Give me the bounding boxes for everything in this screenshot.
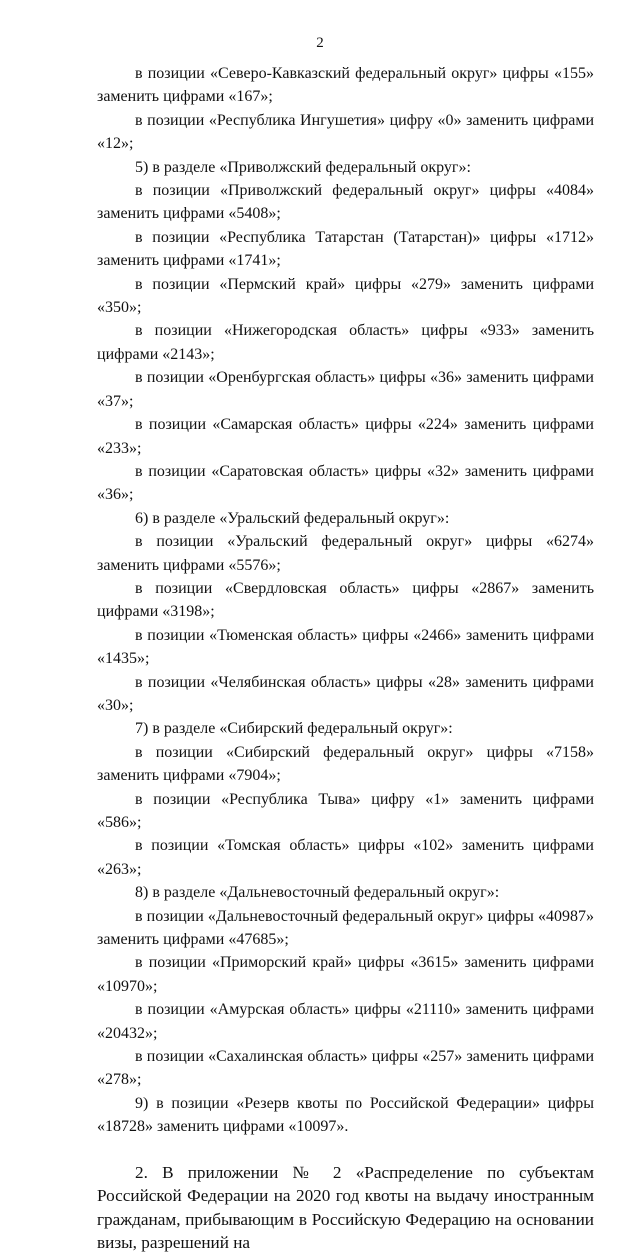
section-heading: 6) в разделе «Уральский федеральный округ»: [135, 509, 450, 527]
paragraph: в позиции «Челябинская область» цифры «28» заменить цифрами «30»; [97, 673, 594, 714]
paragraph: в позиции «Сахалинская область» цифры «257» заменить цифрами «278»; [97, 1048, 594, 1089]
paragraph: в позиции «Саратовская область» цифры «32» заменить цифрами «36»; [97, 462, 594, 504]
document-body [97, 62, 594, 1255]
paragraph: 9) в позиции «Резерв квоты по Российской Федерации» цифры «18728» заменить цифрами «10097». [97, 1094, 594, 1136]
paragraph: в позиции «Республика Ингушетия» цифру «0» заменить цифрами «12»; [97, 111, 594, 153]
paragraph: в позиции «Нижегородская область» цифры «933» заменить цифрами «2143»; [97, 322, 594, 363]
paragraph: в позиции «Республика Тыва» цифру «1» заменить цифрами «586»; [97, 790, 594, 831]
paragraph: в позиции «Приволжский федеральный округ» цифры «4084» заменить цифрами «5408»; [97, 182, 594, 223]
paragraph: в позиции «Амурская область» цифры «21110» заменить цифрами «20432»; [97, 1001, 594, 1042]
section-heading: 5) в разделе «Приволжский федеральный округ»: [135, 158, 471, 176]
paragraph: в позиции «Северо-Кавказский федеральный округ» цифры «155» заменить цифрами «167»; [97, 65, 594, 106]
paragraph: в позиции «Пермский край» цифры «279» заменить цифрами «350»; [97, 275, 594, 317]
paragraph: в позиции «Республика Татарстан (Татарстан)» цифры «1712» заменить цифрами «1741»; [97, 228, 594, 270]
page-number: 2 [316, 35, 324, 51]
paragraph: 2. В приложении № 2 «Распределение по субъектам Российской Федерации на 2020 год квоты на выдачу иностранным гражданам, прибывающим в Российскую Федерацию на основании визы, разрешений на [97, 1162, 594, 1253]
paragraph: в позиции «Свердловская область» цифры «2867» заменить цифрами «3198»; [97, 579, 594, 621]
paragraph-spacer [97, 1139, 594, 1161]
paragraph: в позиции «Тюменская область» цифры «2466» заменить цифрами «1435»; [97, 626, 594, 668]
section-heading: 7) в разделе «Сибирский федеральный округ»: [135, 720, 453, 738]
section-heading: 8) в разделе «Дальневосточный федеральный округ»: [135, 884, 500, 902]
paragraph: в позиции «Оренбургская область» цифры «36» заменить цифрами «37»; [97, 369, 594, 410]
paragraph: в позиции «Приморский край» цифры «3615» заменить цифрами «10970»; [97, 954, 594, 995]
paragraph: в позиции «Дальневосточный федеральный округ» цифры «40987» заменить цифрами «47685»; [97, 907, 594, 949]
paragraph: в позиции «Томская область» цифры «102» заменить цифрами «263»; [97, 837, 594, 878]
paragraph: в позиции «Самарская область» цифры «224» заменить цифрами «233»; [97, 416, 594, 457]
paragraph: в позиции «Уральский федеральный округ» цифры «6274» заменить цифрами «5576»; [97, 533, 594, 574]
paragraph: в позиции «Сибирский федеральный округ» цифры «7158» заменить цифрами «7904»; [97, 743, 594, 785]
